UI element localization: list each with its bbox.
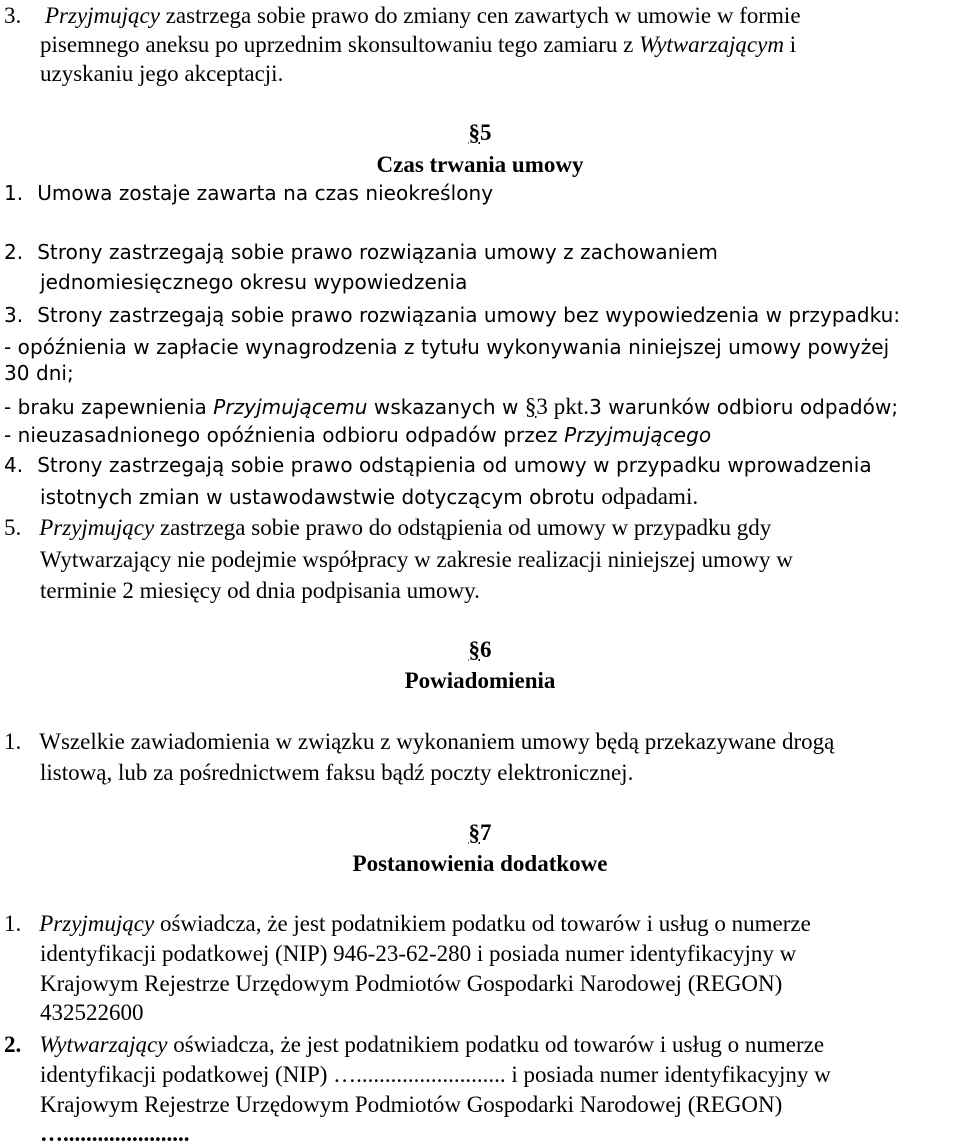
sec5-item3-line3: 30 dni; [4, 361, 74, 385]
section-sign: § [524, 394, 537, 419]
sec5-item3-line2: - opóźnienia w zapłacie wynagrodzenia z tytułu wykonywania niniejszej umowy powyżej [4, 335, 890, 359]
sec6-item1-line1: 1. Wszelkie zawiadomienia w związku z wykonaniem umowy będą przekazywane drogą [4, 729, 835, 754]
section-sign: § [468, 637, 480, 662]
party-name: Przyjmującego [564, 423, 712, 447]
party-name: Przyjmującemu [213, 395, 368, 419]
sec4-p3-number: 3. [4, 3, 22, 28]
sec6-item1-line2: listową, lub za pośrednictwem faksu bądź poczty elektronicznej. [40, 760, 634, 785]
sec7-item2-line2: identyfikacji podatkowej (NIP) ….......................... i posiada numer identyfikacyjny w [40, 1062, 831, 1087]
sec7-item1-line4: 432522600 [40, 1000, 144, 1025]
sec5-item4-line2: istotnych zmian w ustawodawstwie dotyczącym obrotu odpadami. [40, 484, 699, 509]
section-5-title: Czas trwania umowy [376, 152, 584, 177]
party-name: Wytwarzającym [639, 32, 784, 57]
sec5-item2-line1: 2. Strony zastrzegają sobie prawo rozwiązania umowy z zachowaniem [4, 240, 718, 264]
party-name: Wytwarzający [39, 1032, 168, 1057]
section-6-number: §6 [468, 637, 492, 662]
blank-fill-regon: …...................... [40, 1121, 190, 1146]
party-name: Przyjmujący [39, 515, 155, 540]
sec5-item4-line1: 4. Strony zastrzegają sobie prawo odstąpienia od umowy w przypadku wprowadzenia [4, 453, 872, 477]
section-7-number: §7 [468, 820, 492, 845]
section-6-title: Powiadomienia [404, 668, 556, 693]
sec5-item3-line5: - nieuzasadnionego opóźnienia odbioru odpadów przez Przyjmującego [4, 423, 712, 447]
party-name: Przyjmujący [39, 911, 155, 936]
sec5-item5-line3: terminie 2 miesięcy od dnia podpisania umowy. [40, 578, 480, 603]
sec5-item5-line1: 5. Przyjmujący zastrzega sobie prawo do odstąpienia od umowy w przypadku gdy [4, 515, 772, 540]
sec4-p3-line2: pisemnego aneksu po uprzednim skonsultowaniu tego zamiaru z Wytwarzającym i [40, 32, 797, 57]
party-name: Przyjmujący [45, 3, 160, 28]
sec7-item1-line1: 1. Przyjmujący oświadcza, że jest podatnikiem podatku od towarów i usług o numerze [4, 911, 811, 936]
sec7-item1-line3: Krajowym Rejestrze Urzędowym Podmiotów Gospodarki Narodowej (REGON) [40, 971, 783, 996]
sec4-p3-line3: uzyskaniu jego akceptacji. [40, 61, 284, 86]
sec4-p3-line1: 3. Przyjmujący zastrzega sobie prawo do zmiany cen zawartych w umowie w formie [4, 3, 801, 28]
sec5-item3-line1: 3. Strony zastrzegają sobie prawo rozwiązania umowy bez wypowiedzenia w przypadku: [4, 303, 901, 327]
section-sign: § [468, 120, 480, 145]
section-7-title: Postanowienia dodatkowe [352, 851, 608, 876]
blank-fill-nip: ….......................... [333, 1062, 506, 1087]
sec5-item2-line2: jednomiesięcznego okresu wypowiedzenia [40, 270, 468, 294]
sec7-item2-line1: 2. Wytwarzający oświadcza, że jest podatnikiem podatku od towarów i usług o numerze [4, 1032, 825, 1057]
section-5-number: §5 [468, 120, 492, 145]
sec7-item2-line3: Krajowym Rejestrze Urzędowym Podmiotów Gospodarki Narodowej (REGON) [40, 1092, 783, 1117]
section-sign: § [468, 820, 480, 845]
sec7-item2-line4 [40, 1122, 190, 1145]
sec5-item5-line2: Wytwarzający nie podejmie współpracy w zakresie realizacji niniejszej umowy w [40, 547, 793, 572]
sec7-item1-line2: identyfikacji podatkowej (NIP) 946-23-62-280 i posiada numer identyfikacyjny w [40, 941, 797, 966]
sec5-item3-line4: - braku zapewnienia Przyjmującemu wskazanych w §3 pkt.3 warunków odbioru odpadów; [4, 394, 899, 419]
sec5-item1: 1. Umowa zostaje zawarta na czas nieokreślony [4, 181, 494, 205]
